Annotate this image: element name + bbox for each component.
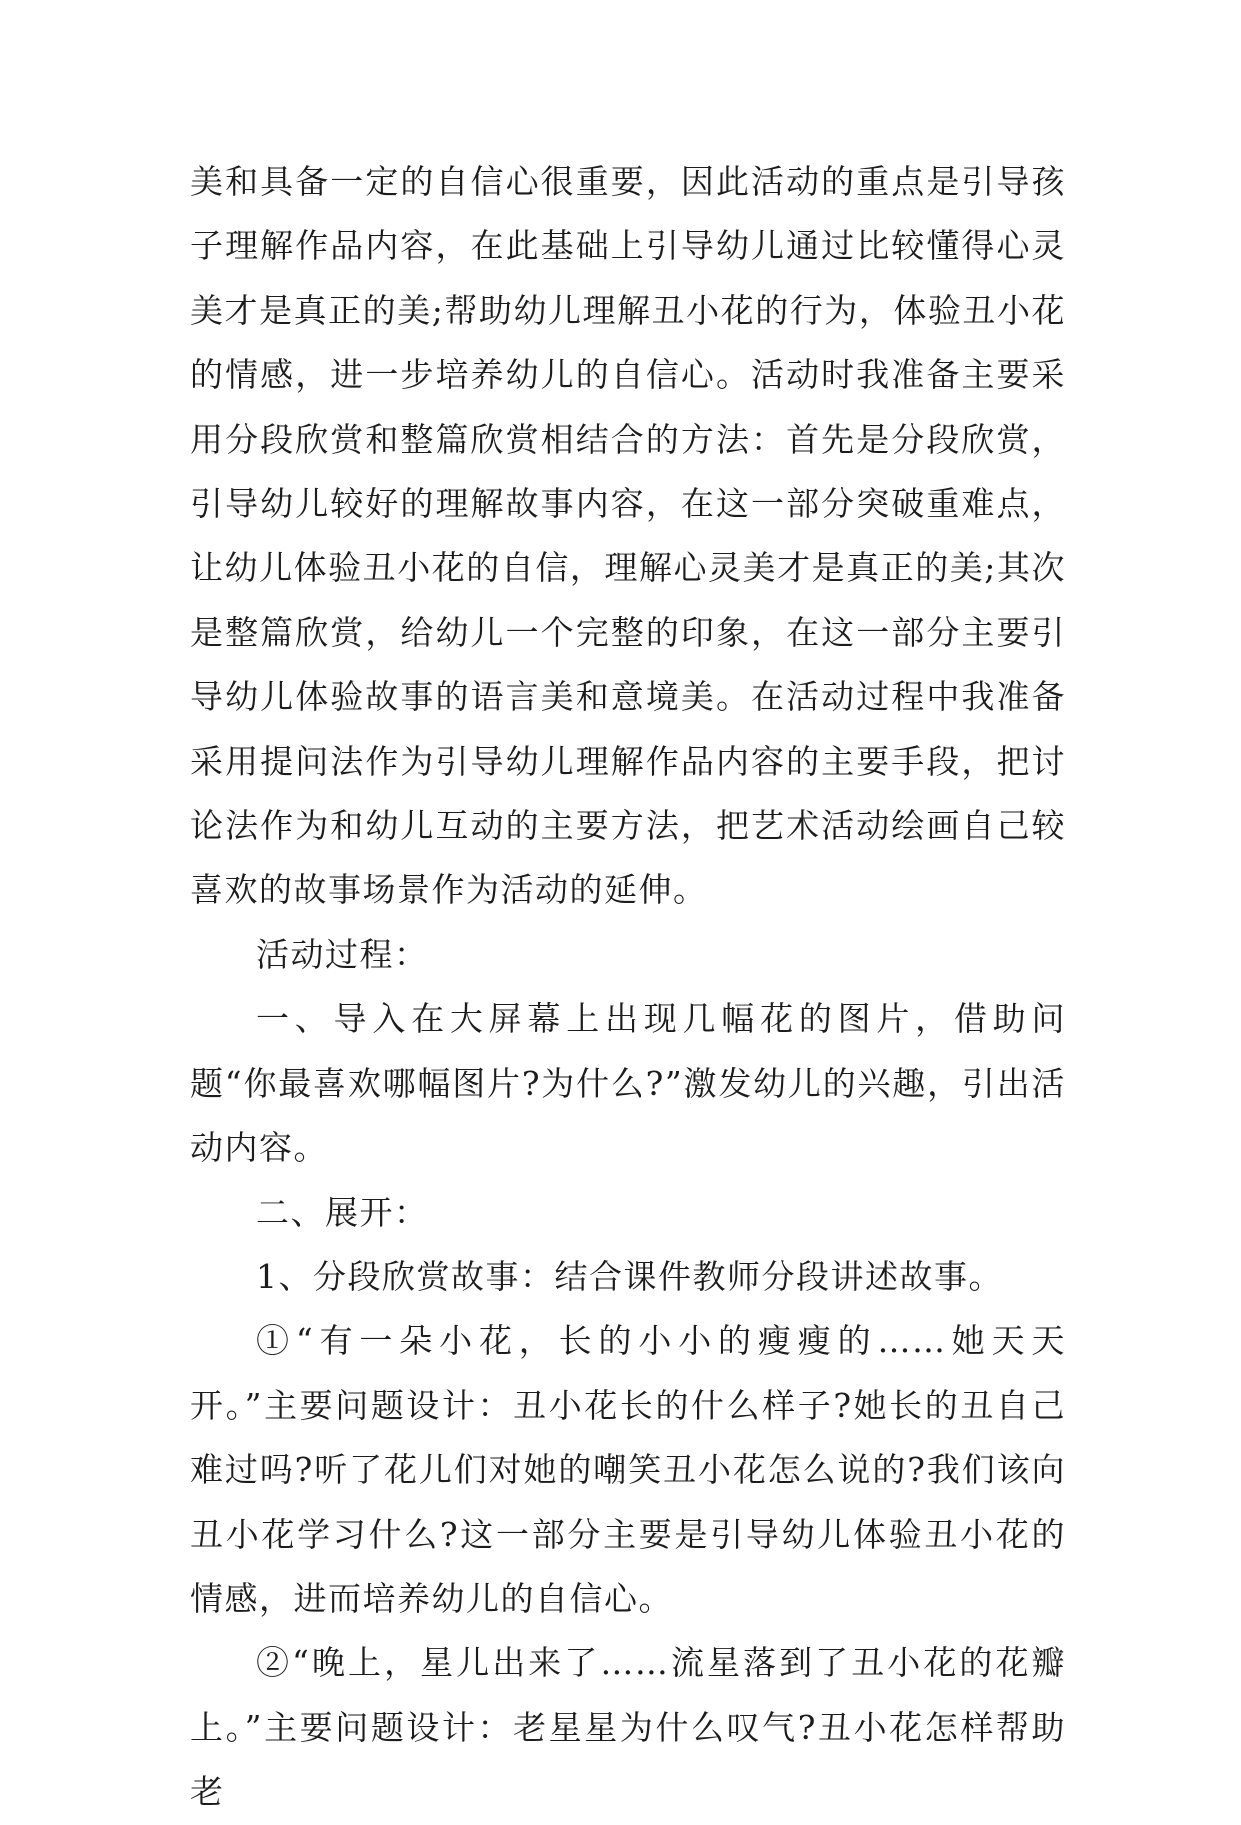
paragraph-segment-1: ①“有一朵小花，长的小小的瘦瘦的……她天天开。”主要问题设计：丑小花长的什么样子?她长的丑自己难过吗?听了花儿们对她的嘲笑丑小花怎么说的?我们该向丑小花学习什么?这一部分主要是引导幼儿体验丑小花的情感，进而培养幼儿的自信心。 — [190, 1321, 1066, 1618]
paragraph-step-1: 1、分段欣赏故事：结合课件教师分段讲述故事。 — [256, 1256, 1003, 1296]
paragraph-intro-step: 一、导入在大屏幕上出现几幅花的图片，借助问题“你最喜欢哪幅图片?为什么?”激发幼儿的兴趣，引出活动内容。 — [190, 999, 1066, 1168]
paragraph-section-heading: 活动过程： — [256, 934, 429, 974]
paragraph-continuation: 美和具备一定的自信心很重要，因此活动的重点是引导孩子理解作品内容，在此基础上引导幼儿通过比较懂得心灵美才是真正的美;帮助幼儿理解丑小花的行为，体验丑小花的情感，进一步培养幼儿的自信心。活动时我准备主要采用分段欣赏和整篇欣赏相结合的方法：首先是分段欣赏，引导幼儿较好的理解故事内容，在这一部分突破重难点，让幼儿体验丑小花的自信，理解心灵美才是真正的美;其次是整篇欣赏，给幼儿一个完整的印象，在这一部分主要引导幼儿体验故事的语言美和意境美。在活动过程中我准备采用提问法作为引导幼儿理解作品内容的主要手段，把讨论法作为和幼儿互动的主要方法，把艺术活动绘画自己较喜欢的故事场景作为活动的延伸。 — [190, 162, 1066, 910]
document-body — [190, 150, 1066, 1825]
paragraph-segment-2: ②“晚上，星儿出来了……流星落到了丑小花的花瓣上。”主要问题设计：老星星为什么叹气?丑小花怎样帮助老 — [190, 1643, 1066, 1812]
paragraph-expand-heading: 二、展开： — [256, 1192, 429, 1232]
